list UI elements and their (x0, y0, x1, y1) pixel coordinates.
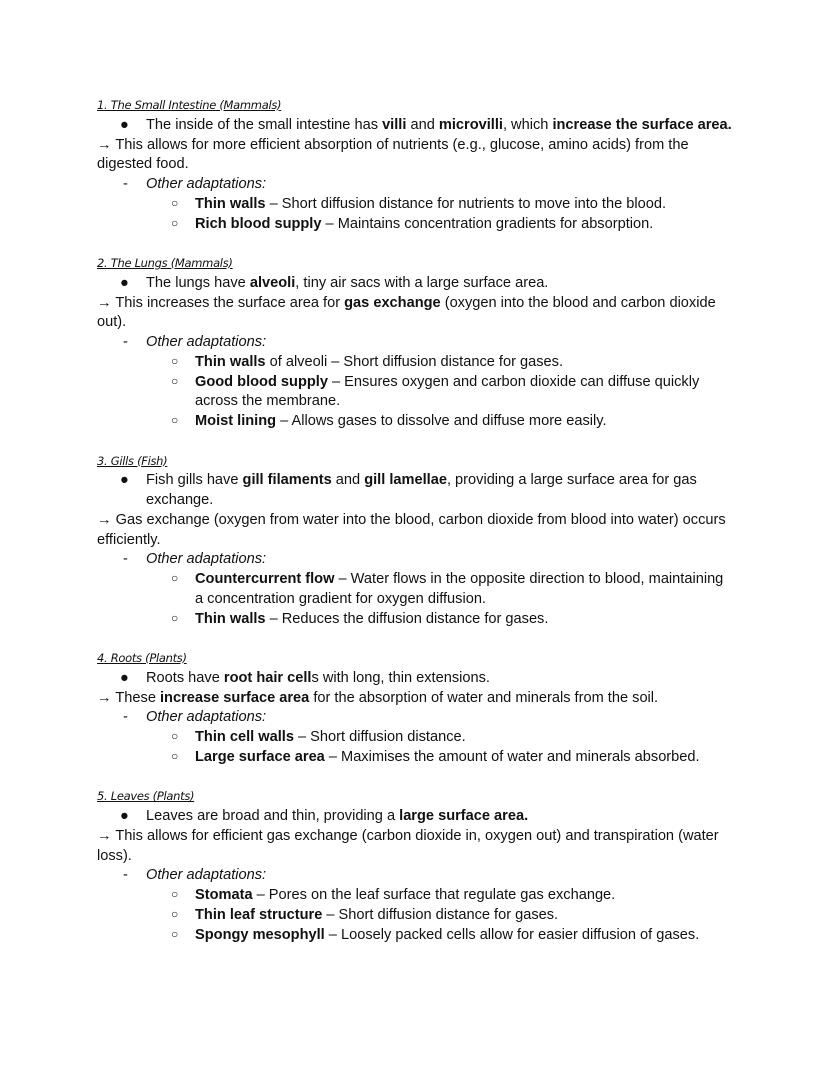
section (97, 452, 733, 630)
text-run: of alveoli – Short diffusion distance for gases. (265, 353, 564, 370)
sub-item (97, 412, 733, 432)
text-run: , which (502, 116, 553, 133)
bold-text: large surface area. (399, 808, 529, 824)
sub-item (97, 748, 733, 768)
bold-text: Rich blood supply (195, 215, 322, 232)
bullet-icon: ● (120, 808, 129, 824)
section-heading: 1. The Small Intestine (Mammals) (97, 98, 282, 112)
sub-item (97, 610, 733, 630)
dash-icon: - (123, 551, 128, 568)
bold-text: villi (382, 116, 407, 133)
text-run: – Maximises the amount of water and minerals absorbed. (324, 748, 700, 765)
circle-bullet-icon: ○ (171, 413, 179, 427)
bold-text: Countercurrent flow (195, 571, 335, 587)
section-heading: 4. Roots (Plants) (97, 651, 187, 665)
label-text: Other adaptations: (146, 709, 267, 726)
circle-bullet-icon: ○ (171, 729, 179, 743)
circle-bullet-icon: ○ (171, 887, 179, 901)
sub-item (97, 195, 733, 215)
text-run: – Loosely packed cells allow for easier diffusion of gases. (324, 926, 700, 943)
text-run: – Short diffusion distance for gases. (322, 906, 559, 923)
text-run: Roots have (146, 669, 224, 686)
text-run: → This allows for more efficient absorption of nutrients (e.g., glucose, amino acids) from the digested food. (97, 136, 689, 173)
circle-bullet-icon: ○ (171, 195, 179, 210)
text-run: → This allows for efficient gas exchange (carbon dioxide in, oxygen out) and transpiration (water loss). (97, 827, 719, 864)
sub-item (97, 570, 733, 610)
text-run: → This increases the surface area for (97, 294, 345, 311)
circle-bullet-icon: ○ (171, 571, 179, 585)
circle-bullet-icon: ○ (171, 926, 179, 941)
bold-text: Thin walls (195, 610, 266, 627)
text-run: → These (97, 689, 160, 706)
bullet-item (97, 669, 733, 689)
circle-bullet-icon: ○ (171, 353, 179, 368)
document-body (97, 96, 733, 965)
text-run: – Short diffusion distance. (293, 729, 466, 745)
section-heading: 5. Leaves (Plants) (97, 789, 195, 804)
text-run: – Maintains concentration gradients for absorption. (321, 215, 654, 232)
text-run: for the absorption of water and minerals from the soil. (309, 689, 659, 706)
bold-text: increase surface area (160, 689, 310, 706)
text-run: , providing a large surface area for gas exchange. (146, 472, 697, 508)
text-run: The inside of the small intestine has (146, 116, 383, 133)
circle-bullet-icon: ○ (171, 373, 179, 388)
bullet-icon: ● (120, 116, 129, 133)
text-run: – Ensures oxygen and carbon dioxide can diffuse quickly across the membrane. (195, 373, 700, 410)
label-text: Other adaptations: (146, 867, 267, 884)
arrow-statement (97, 511, 733, 551)
text-run: Leaves are broad and thin, providing a (146, 808, 400, 824)
bold-text: gill filaments (242, 472, 332, 489)
bold-text: Spongy mesophyll (195, 926, 325, 943)
section (97, 787, 733, 945)
text-run: s with long, thin extensions. (311, 669, 490, 686)
sub-item (97, 373, 733, 413)
sub-item (97, 886, 733, 906)
bold-text: Thin walls (195, 353, 266, 370)
sub-item (97, 215, 733, 235)
bullet-item (97, 116, 733, 136)
text-run: Fish gills have (146, 472, 243, 489)
label-text: Other adaptations: (146, 334, 267, 350)
sub-item (97, 906, 733, 926)
arrow-statement (97, 294, 733, 334)
text-run: – Allows gases to dissolve and diffuse more easily. (276, 413, 607, 429)
arrow-statement (97, 827, 733, 867)
bold-text: Good blood supply (195, 373, 328, 390)
bold-text: Stomata (195, 887, 253, 903)
text-run: – Water flows in the opposite direction to blood, maintaining a concentration gradient for oxygen diffusion. (195, 571, 724, 607)
text-run: and (331, 472, 365, 489)
text-run: and (406, 116, 439, 133)
dash-icon: - (123, 867, 128, 884)
bullet-item (97, 471, 733, 511)
section-heading: 2. The Lungs (Mammals) (97, 256, 233, 270)
dash-icon: - (123, 334, 128, 350)
text-run: – Reduces the diffusion distance for gases. (265, 610, 549, 627)
text-run: – Short diffusion distance for nutrients to move into the blood. (265, 195, 667, 212)
arrow-statement (97, 689, 733, 709)
sub-item (97, 353, 733, 373)
label-text: Other adaptations: (146, 551, 267, 568)
text-run: – Pores on the leaf surface that regulate gas exchange. (252, 887, 616, 903)
dash-icon: - (123, 709, 128, 726)
bold-text: Thin leaf structure (195, 906, 323, 923)
text-run: , tiny air sacs with a large surface area. (295, 274, 549, 291)
other-adaptations-label (97, 866, 733, 886)
circle-bullet-icon: ○ (171, 906, 179, 921)
bold-text: Thin cell walls (195, 729, 294, 745)
other-adaptations-label (97, 175, 733, 195)
circle-bullet-icon: ○ (171, 748, 179, 763)
sub-item (97, 728, 733, 748)
bold-text: Large surface area (195, 748, 325, 765)
bold-text: Moist lining (195, 413, 277, 429)
text-run: → Gas exchange (oxygen from water into the blood, carbon dioxide from blood into water) occurs efficiently. (97, 511, 726, 548)
section (97, 254, 733, 432)
bullet-icon: ● (120, 669, 129, 686)
section (97, 96, 733, 234)
bold-text: gas exchange (344, 294, 441, 311)
bold-text: increase the surface area. (552, 116, 732, 133)
dash-icon: - (123, 176, 128, 192)
bullet-icon: ● (120, 274, 129, 291)
other-adaptations-label (97, 333, 733, 353)
arrow-statement (97, 136, 733, 176)
bold-text: Thin walls (195, 195, 266, 212)
other-adaptations-label (97, 550, 733, 570)
sub-item (97, 926, 733, 946)
section-heading: 3. Gills (Fish) (97, 453, 168, 468)
other-adaptations-label (97, 708, 733, 728)
bold-text: alveoli (249, 274, 296, 291)
bullet-icon: ● (120, 472, 129, 489)
circle-bullet-icon: ○ (171, 215, 179, 230)
label-text: Other adaptations: (146, 176, 267, 192)
section (97, 649, 733, 768)
text-run: The lungs have (146, 274, 250, 291)
bullet-item (97, 807, 733, 827)
text-run: (oxygen into the blood and carbon dioxide out). (97, 294, 716, 331)
circle-bullet-icon: ○ (171, 610, 179, 625)
bold-text: root hair cell (223, 669, 312, 686)
bullet-item (97, 274, 733, 294)
bold-text: gill lamellae (364, 472, 447, 489)
bold-text: microvilli (438, 116, 503, 133)
